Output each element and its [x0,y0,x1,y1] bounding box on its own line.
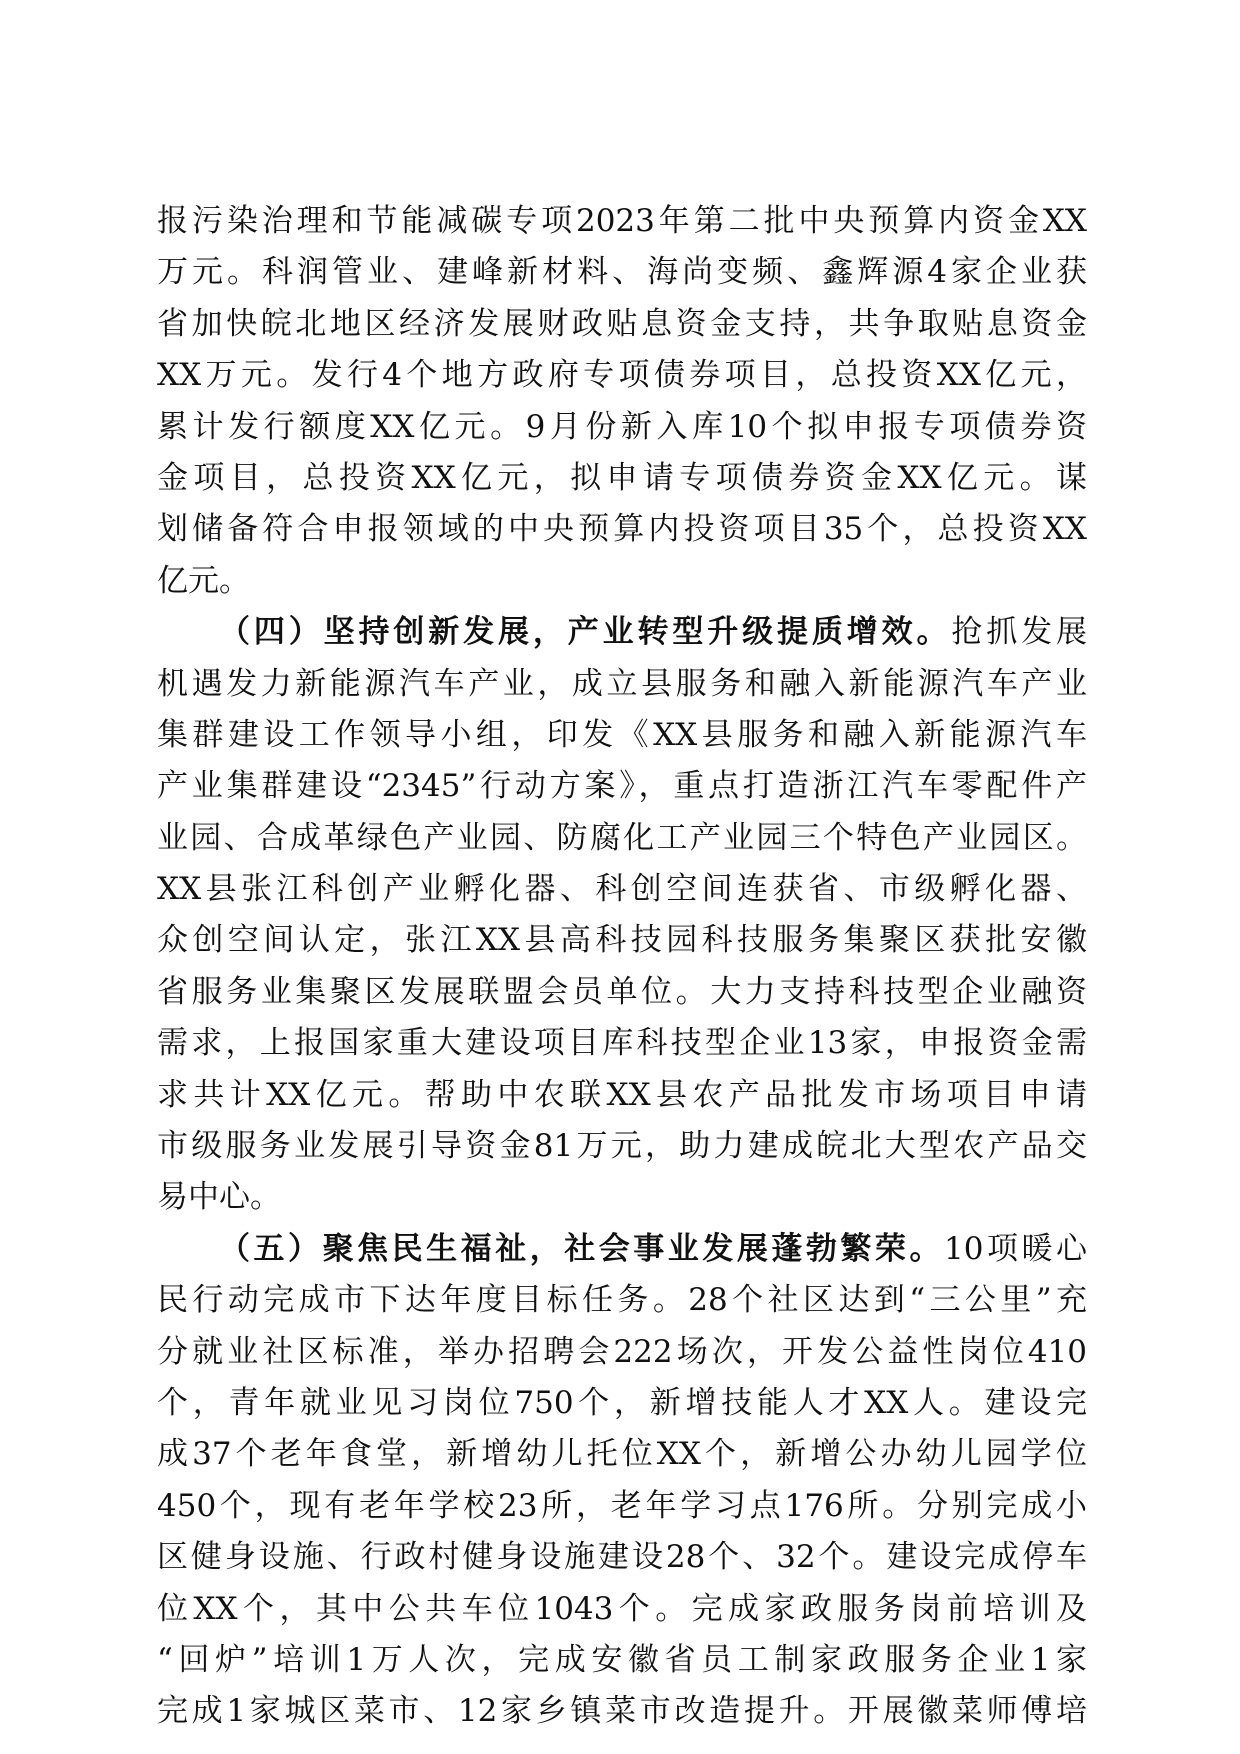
body-text [157,196,1087,1738]
text-line: XX县张江科创产业孵化器、科创空间连获省、市级孵化器、 [157,871,1087,908]
text-line: 区健身设施、行政村健身设施建设28个、32个。建设完成停车 [157,1539,1087,1576]
section-five-lead: 10项暖心 [943,1230,1087,1267]
text-line: 450个，现有老年学校23所，老年学习点176所。分别完成小 [157,1487,1087,1524]
text-line: “回炉”培训1万人次，完成安徽省员工制家政服务企业1家 [157,1641,1087,1678]
section-heading-four: （四）坚持创新发展，产业转型升级提质增效。 [219,614,952,651]
text-line: 众创空间认定，张江XX县高科技园科技服务集聚区获批安徽 [157,922,1087,959]
text-line: 省服务业集聚区发展联盟会员单位。大力支持科技型企业融资 [157,973,1087,1010]
section-four-lead: 抢抓发展 [951,614,1087,651]
text-line: 业园、合成革绿色产业园、防腐化工产业园三个特色产业园区。 [157,819,1087,856]
section-heading-five: （五）聚焦民生福祉，社会事业发展蓬勃繁荣。 [219,1230,944,1267]
text-line: 位XX个，其中公共车位1043个。完成家政服务岗前培训及 [157,1590,1087,1627]
text-line: 万元。科润管业、建峰新材料、海尚变频、鑫辉源4家企业获 [157,254,1087,291]
text-line: 机遇发力新能源汽车产业，成立县服务和融入新能源汽车产业 [157,665,1087,702]
text-line: 需求，上报国家重大建设项目库科技型企业13家，申报资金需 [157,1025,1087,1062]
section-five-first-line [157,1224,1087,1275]
text-line: 省加快皖北地区经济发展财政贴息资金支持，共争取贴息资金 [157,305,1087,342]
section-four-first-line [157,607,1087,658]
text-line: 完成1家城区菜市、12家乡镇菜市改造提升。开展徽菜师傅培 [157,1693,1087,1730]
text-line: XX万元。发行4个地方政府专项债券项目，总投资XX亿元， [157,357,1087,394]
text-line: 易中心。 [157,1179,281,1216]
text-line: 报污染治理和节能减碳专项2023年第二批中央预算内资金XX [157,203,1087,239]
text-line: 民行动完成市下达年度目标任务。28个社区达到“三公里”充 [157,1282,1087,1319]
text-line: 分就业社区标准，举办招聘会222场次，开发公益性岗位410 [157,1333,1087,1370]
text-line: 成37个老年食堂，新增幼儿托位XX个，新增公办幼儿园学位 [157,1436,1087,1473]
text-line: 划储备符合申报领域的中央预算内投资项目35个，总投资XX [157,511,1087,548]
text-line: 个，青年就业见习岗位750个，新增技能人才XX人。建设完 [157,1384,1087,1421]
text-line: 求共计XX亿元。帮助中农联XX县农产品批发市场项目申请 [157,1076,1087,1113]
text-line: 累计发行额度XX亿元。9月份新入库10个拟申报专项债券资 [157,408,1087,445]
text-line: 产业集群建设“2345”行动方案》，重点打造浙江汽车零配件产 [157,768,1087,805]
text-line: 市级服务业发展引导资金81万元，助力建成皖北大型农产品交 [157,1128,1087,1165]
text-line: 金项目，总投资XX亿元，拟申请专项债券资金XX亿元。谋 [157,459,1087,496]
text-line: 亿元。 [157,562,250,599]
text-line: 集群建设工作领导小组，印发《XX县服务和融入新能源汽车 [157,716,1087,753]
